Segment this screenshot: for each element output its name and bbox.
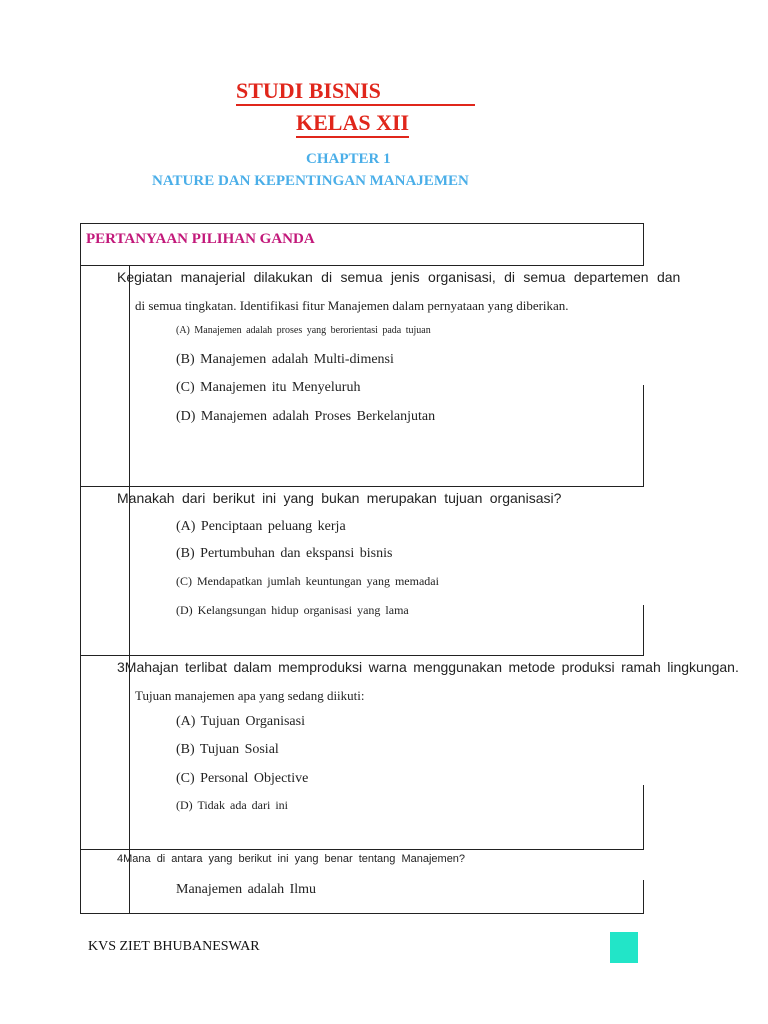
question-text-continued: Tujuan manajemen apa yang sedang diikuti:	[135, 688, 365, 703]
document-title: STUDI BISNIS	[236, 78, 475, 106]
question-text: Kegiatan manajerial dilakukan di semua jenis organisasi, di semua departemen dan	[117, 269, 681, 285]
option-d[interactable]: (D) Manajemen adalah Proses Berkelanjutan	[176, 409, 436, 424]
option-a[interactable]: (A) Penciptaan peluang kerja	[176, 519, 346, 534]
question-text-continued: di semua tingkatan. Identifikasi fitur Manajemen dalam pernyataan yang diberikan.	[135, 298, 569, 313]
footer-color-square	[610, 932, 638, 963]
question-text: Manakah dari berikut ini yang bukan merupakan tujuan organisasi?	[117, 490, 562, 506]
option-b[interactable]: (B) Pertumbuhan dan ekspansi bisnis	[176, 546, 393, 561]
option-c[interactable]: (C) Mendapatkan jumlah keuntungan yang memadai	[176, 574, 439, 588]
option-b[interactable]: (B) Manajemen adalah Multi-dimensi	[176, 352, 394, 367]
option-a[interactable]: (A) Manajemen adalah proses yang berorientasi pada tujuan	[176, 325, 431, 336]
option-d[interactable]: (D) Kelangsungan hidup organisasi yang lama	[176, 603, 409, 617]
option-a[interactable]: Manajemen adalah Ilmu	[176, 882, 317, 897]
chapter-title: NATURE DAN KEPENTINGAN MANAJEMEN	[152, 173, 469, 189]
option-c[interactable]: (C) Manajemen itu Menyeluruh	[176, 380, 361, 395]
option-c[interactable]: (C) Personal Objective	[176, 771, 309, 786]
option-d[interactable]: (D) Tidak ada dari ini	[176, 798, 288, 812]
section-heading: PERTANYAAN PILIHAN GANDA	[86, 231, 315, 247]
question-text: 3Mahajan terlibat dalam memproduksi warna menggunakan metode produksi ramah lingkungan.	[117, 659, 739, 675]
option-b[interactable]: (B) Tujuan Sosial	[176, 742, 279, 757]
document-subtitle: KELAS XII	[296, 110, 409, 138]
chapter-number: CHAPTER 1	[306, 151, 391, 167]
option-a[interactable]: (A) Tujuan Organisasi	[176, 714, 305, 729]
footer-text: KVS ZIET BHUBANESWAR	[88, 939, 260, 954]
question-text: 4Mana di antara yang berikut ini yang benar tentang Manajemen?	[117, 853, 466, 865]
